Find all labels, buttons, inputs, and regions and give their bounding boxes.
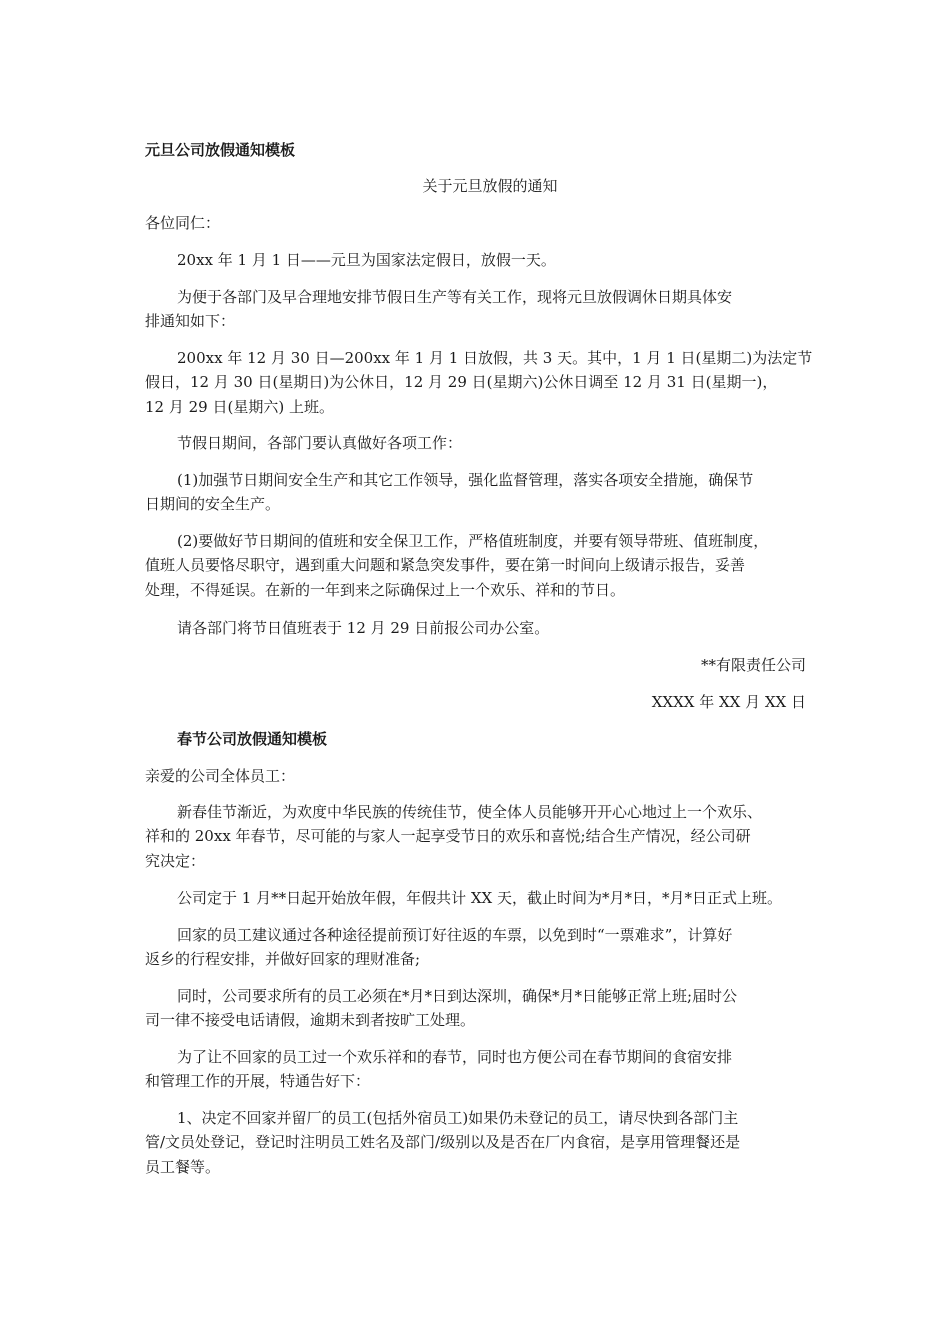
section2-paragraph-3-line-1: 回家的员工建议通过各种途径提前预订好往返的车票，以免到时“一票难求”，计算好 xyxy=(177,926,733,944)
section1-paragraph-7: 请各部门将节日值班表于 12 月 29 日前报公司办公室。 xyxy=(177,619,550,637)
section1-paragraph-3-line-3: 12 月 29 日(星期六) 上班。 xyxy=(145,398,334,416)
section1-signature: **有限责任公司 xyxy=(700,656,806,674)
section2-paragraph-1-line-2: 祥和的 20xx 年春节，尽可能的与家人一起享受节日的欢乐和喜悦;结合生产情况，经公司研 xyxy=(145,827,751,845)
section1-title: 元旦公司放假通知模板 xyxy=(145,141,296,159)
section1-paragraph-2-line-1: 为便于各部门及早合理地安排节假日生产等有关工作，现将元旦放假调休日期具体安 xyxy=(177,288,733,306)
section1-paragraph-1: 20xx 年 1 月 1 日——元旦为国家法定假日，放假一天。 xyxy=(177,251,556,269)
section1-date: XXXX 年 XX 月 XX 日 xyxy=(651,693,806,711)
section2-paragraph-3-line-2: 返乡的行程安排，并做好回家的理财准备; xyxy=(145,950,421,968)
section1-paragraph-4: 节假日期间，各部门要认真做好各项工作： xyxy=(177,434,463,452)
section1-paragraph-6-line-2: 值班人员要恪尽职守，遇到重大问题和紧急突发事件，要在第一时间向上级请示报告，妥善 xyxy=(145,556,746,574)
section2-greeting: 亲爱的公司全体员工： xyxy=(145,767,296,785)
section1-paragraph-2-line-2: 排通知如下： xyxy=(145,312,236,330)
section2-paragraph-1-line-1: 新春佳节渐近，为欢度中华民族的传统佳节，使全体人员能够开开心心地过上一个欢乐、 xyxy=(177,803,763,821)
section2-title: 春节公司放假通知模板 xyxy=(177,730,328,748)
section2-paragraph-1-line-3: 究决定： xyxy=(145,852,206,870)
section2-paragraph-6-line-2: 管/文员处登记，登记时注明员工姓名及部门/级别以及是否在厂内食宿，是享用管理餐还是 xyxy=(145,1133,741,1151)
section2-paragraph-6-line-1: 1、决定不回家并留厂的员工(包括外宿员工)如果仍未登记的员工，请尽快到各部门主 xyxy=(177,1109,739,1127)
section1-paragraph-6-line-3: 处理，不得延误。在新的一年到来之际确保过上一个欢乐、祥和的节日。 xyxy=(145,581,626,599)
section1-paragraph-3-line-1: 200xx 年 12 月 30 日—200xx 年 1 月 1 日放假，共 3 天。其中，1 月 1 日(星期二)为法定节 xyxy=(177,349,813,367)
section2-paragraph-2: 公司定于 1 月**日起开始放年假，年假共计 XX 天，截止时间为*月*日，*月*日正式上班。 xyxy=(177,889,782,907)
section1-paragraph-3-line-2: 假日，12 月 30 日(星期日)为公休日，12 月 29 日(星期六)公休日调至 12 月 31 日(星期一)， xyxy=(145,373,778,391)
section1-subtitle: 关于元旦放假的通知 xyxy=(422,177,558,195)
section1-paragraph-5-line-1: (1)加强节日期间安全生产和其它工作领导，强化监督管理，落实各项安全措施，确保节 xyxy=(177,471,754,489)
section2-paragraph-4-line-2: 司一律不接受电话请假，逾期未到者按旷工处理。 xyxy=(145,1011,476,1029)
section1-paragraph-5-line-2: 日期间的安全生产。 xyxy=(145,495,281,513)
section2-paragraph-6-line-3: 员工餐等。 xyxy=(145,1158,221,1176)
section2-paragraph-5-line-2: 和管理工作的开展，特通告好下： xyxy=(145,1072,371,1090)
section2-paragraph-4-line-1: 同时，公司要求所有的员工必须在*月*日到达深圳，确保*月*日能够正常上班;届时公 xyxy=(177,987,738,1005)
section2-paragraph-5-line-1: 为了让不回家的员工过一个欢乐祥和的春节，同时也方便公司在春节期间的食宿安排 xyxy=(177,1048,733,1066)
section1-paragraph-6-line-1: (2)要做好节日期间的值班和安全保卫工作，严格值班制度，并要有领导带班、值班制度， xyxy=(177,532,769,550)
section1-greeting: 各位同仁： xyxy=(145,214,221,232)
